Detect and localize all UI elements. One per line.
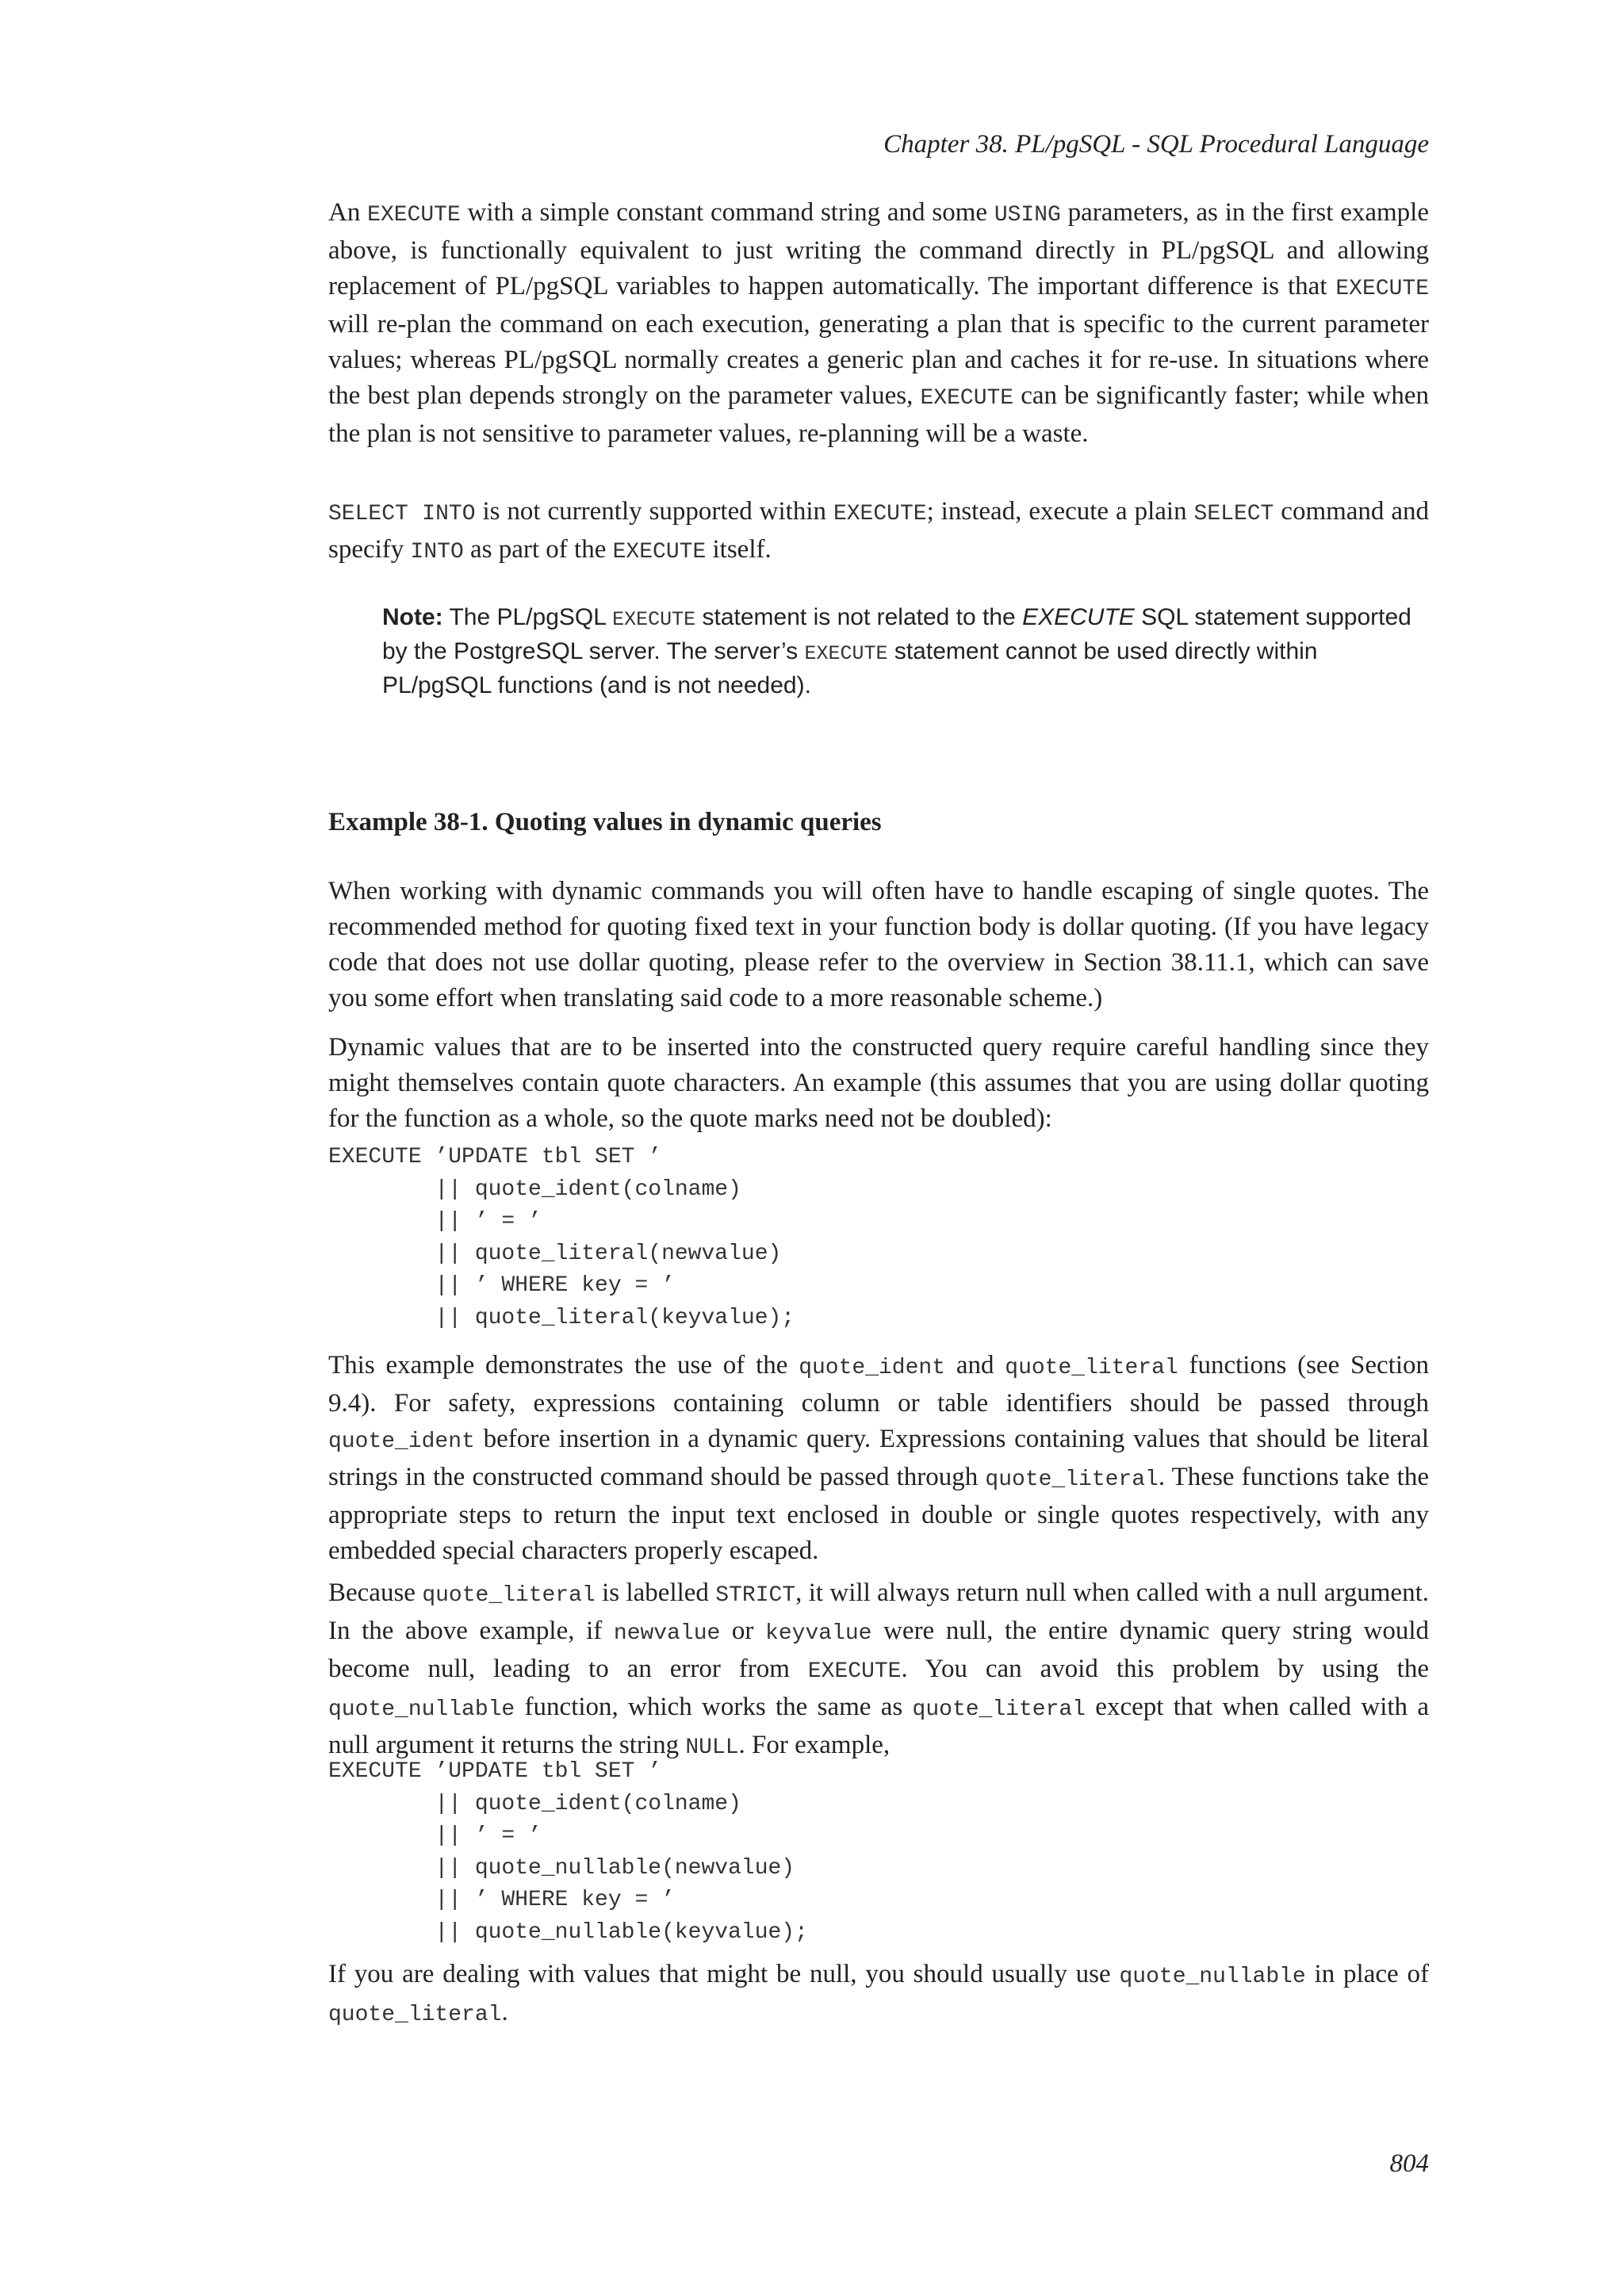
inline-code: quote_literal	[422, 1583, 596, 1608]
inline-code: EXECUTE	[612, 608, 696, 631]
text-run: This example demonstrates the use of the	[328, 1351, 799, 1380]
text-run: functions (see Section 9.4). For safety, expressions containing column or table identifiers should be passed through	[328, 1351, 1429, 1418]
text-run: statement is not related to the	[695, 604, 1023, 630]
inline-code: quote_nullable	[1119, 1965, 1306, 1989]
text-run: statement cannot be used directly within PL/pgSQL functions (and is not needed).	[382, 638, 1318, 698]
inline-code: EXECUTE	[367, 203, 461, 228]
inline-code: STRICT	[715, 1583, 796, 1608]
inline-code: SELECT INTO	[328, 502, 476, 526]
text-run: in place of	[1305, 1960, 1429, 1988]
running-header: Chapter 38. PL/pgSQL - SQL Procedural Language	[883, 130, 1429, 159]
note-box	[382, 602, 1429, 702]
inline-code: quote_literal	[985, 1468, 1159, 1492]
text-run: is not currently supported within	[475, 497, 833, 526]
inline-code: EXECUTE	[804, 642, 888, 665]
paragraph-dynamic-values: Dynamic values that are to be inserted into the constructed query require careful handling since they might themselves contain quote characters. An example (this assumes that you are using dollar quoting for the function as a whole, so the quote marks need not be doubled):	[328, 1033, 1429, 1133]
text-run: as part of the	[463, 535, 613, 564]
paragraph-select-into	[328, 494, 1429, 570]
inline-code: quote_ident	[799, 1356, 946, 1380]
page-number: 804	[1389, 2149, 1429, 2178]
inline-code: EXECUTE	[833, 502, 927, 526]
code-block-quote-nullable: EXECUTE ’UPDATE tbl SET ’ || quote_ident(colname) || ’ = ’ || quote_nullable(newvalue) || ’ WHERE key = ’ || quote_nullable(keyvalue);	[328, 1759, 808, 1945]
text-run: function, which works the same as	[515, 1693, 913, 1721]
inline-code: EXECUTE	[920, 386, 1014, 411]
inline-code: NULL	[685, 1735, 739, 1760]
example-title: Example 38-1. Quoting values in dynamic queries	[328, 808, 882, 836]
text-run: . These functions take the appropriate steps to return the input text enclosed in double or single quotes respectively, with any embedded special characters properly escaped.	[328, 1463, 1429, 1565]
inline-code: INTO	[410, 540, 464, 564]
paragraph-execute-using	[328, 195, 1429, 452]
emphasis: EXECUTE	[1022, 604, 1135, 630]
text-run: ; instead, execute a plain	[926, 497, 1194, 526]
inline-code: quote_nullable	[328, 1697, 515, 1722]
text-run: with a simple constant command string and some	[460, 198, 994, 227]
text-run: , it will always return null when called with a null argument. In the above example, if	[328, 1578, 1429, 1645]
text-run: Because	[328, 1578, 423, 1607]
text-run: parameters, as in the first example above, is functionally equivalent to just writing the command directly in PL/pgSQL and allowing replacement of PL/pgSQL variables to happen automatically. The important difference is that	[328, 198, 1430, 300]
text-run: or	[720, 1617, 766, 1645]
inline-code: quote_ident	[328, 1429, 475, 1454]
inline-code: SELECT	[1193, 502, 1274, 526]
inline-code: newvalue	[613, 1621, 721, 1646]
text-run: command and specify	[328, 497, 1430, 564]
text-run: itself.	[706, 535, 772, 564]
note-label: Note:	[382, 604, 443, 630]
code-block-quote-literal: EXECUTE ’UPDATE tbl SET ’ || quote_ident(colname) || ’ = ’ || quote_literal(newvalue) || ’ WHERE key = ’ || quote_literal(keyvalue);	[328, 1145, 795, 1330]
inline-code: keyvalue	[765, 1621, 872, 1646]
paragraph-quote-nullable	[328, 1575, 1429, 1766]
text-run: can be significantly faster; while when the plan is not sensitive to parameter values, re-planning will be a waste.	[328, 381, 1430, 448]
text-run: .	[501, 1998, 508, 2026]
inline-code: quote_literal	[328, 2003, 502, 2027]
inline-code: USING	[994, 203, 1061, 228]
inline-code: quote_literal	[1005, 1356, 1178, 1380]
inline-code: EXECUTE	[807, 1659, 902, 1684]
paragraph-quote-functions	[328, 1348, 1429, 1569]
inline-code: EXECUTE	[1335, 277, 1429, 301]
inline-code: EXECUTE	[612, 540, 707, 564]
text-run: except that when called with a null argument it returns the string	[328, 1693, 1429, 1759]
text-run: An	[328, 198, 368, 227]
text-run: SQL statement supported by the PostgreSQL server. The server’s	[382, 604, 1411, 664]
text-run: will re-plan the command on each execution, generating a plan that is specific to the current parameter values; whereas PL/pgSQL normally creates a generic plan and caches it for re-use. In situations where the best plan depends strongly on the parameter values,	[328, 310, 1429, 410]
text-run: . For example,	[738, 1731, 891, 1759]
text-run: If you are dealing with values that might be null, you should usually use	[328, 1960, 1120, 1988]
text-run: The PL/pgSQL	[442, 604, 613, 630]
text-run: were null, the entire dynamic query string would become null, leading to an error from	[328, 1617, 1429, 1683]
paragraph-usage-advice	[328, 1957, 1429, 2033]
text-run: and	[945, 1351, 1005, 1380]
text-run: is labelled	[595, 1578, 716, 1607]
inline-code: quote_literal	[912, 1697, 1086, 1722]
text-run: before insertion in a dynamic query. Expressions containing values that should be literal strings in the constructed command should be passed through	[328, 1425, 1429, 1491]
paragraph-dollar-quoting: When working with dynamic commands you will often have to handle escaping of single quotes. The recommended method for quoting fixed text in your function body is dollar quoting. (If you have legacy code that does not use dollar quoting, please refer to the overview in Section 38.11.1, which can save you some effort when translating said code to a more reasonable scheme.)	[328, 877, 1429, 1012]
text-run: . You can avoid this problem by using the	[901, 1655, 1429, 1683]
